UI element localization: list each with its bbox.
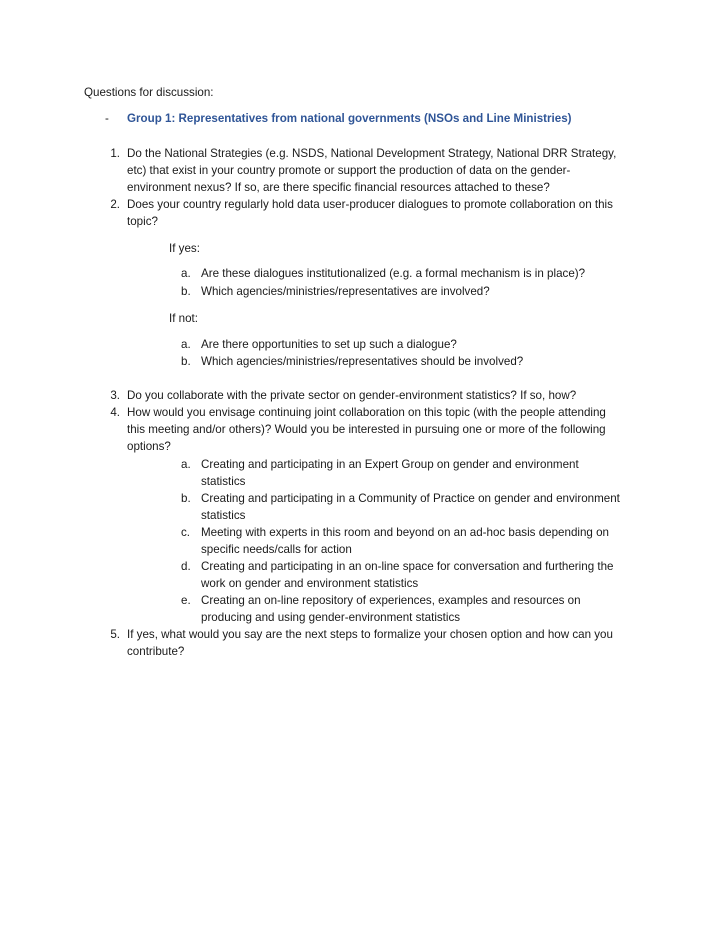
not-item-text: Which agencies/ministries/representatives should be involved? xyxy=(201,355,524,368)
option-label: a. xyxy=(181,458,191,471)
q1-number: 1. xyxy=(110,147,120,160)
yes-item-text: Are these dialogues institutionalized (e.g. a formal mechanism is in place)? xyxy=(201,267,586,280)
q4-number: 4. xyxy=(110,406,120,419)
option-label: e. xyxy=(181,594,191,607)
yes-item-label: a. xyxy=(181,267,191,280)
q1-line: environment nexus? If so, are there specific financial resources attached to these? xyxy=(127,181,550,194)
option-line: Creating and participating in an on-line space for conversation and furthering the xyxy=(201,560,614,573)
q2-line: Does your country regularly hold data user-producer dialogues to promote collaboration on this xyxy=(127,198,613,211)
option-line: Creating and participating in a Community of Practice on gender and environment xyxy=(201,492,620,505)
not-item-label: b. xyxy=(181,355,191,368)
option-line: Meeting with experts in this room and beyond on an ad-hoc basis depending on xyxy=(201,526,609,539)
if-not-label: If not: xyxy=(169,312,199,325)
not-item-text: Are there opportunities to set up such a dialogue? xyxy=(201,338,457,351)
q4-line: this meeting and/or others)? Would you be interested in pursuing one or more of the following xyxy=(127,423,606,436)
q5-line: contribute? xyxy=(127,645,185,658)
q5-number: 5. xyxy=(110,628,120,641)
option-line: statistics xyxy=(201,509,246,522)
group-heading: Group 1: Representatives from national governments (NSOs and Line Ministries) xyxy=(127,112,572,125)
option-line: specific needs/calls for action xyxy=(201,543,352,556)
if-yes-label: If yes: xyxy=(169,242,200,255)
option-line: producing and using gender-environment statistics xyxy=(201,611,461,624)
option-line: work on gender and environment statistics xyxy=(201,577,419,590)
option-line: Creating an on-line repository of experiences, examples and resources on xyxy=(201,594,581,607)
q3-text: Do you collaborate with the private sector on gender-environment statistics? If so, how? xyxy=(127,389,577,402)
q4-line: How would you envisage continuing joint collaboration on this topic (with the people attending xyxy=(127,406,606,419)
yes-item-text: Which agencies/ministries/representatives are involved? xyxy=(201,285,490,298)
q1-line: Do the National Strategies (e.g. NSDS, National Development Strategy, National DRR Strategy, xyxy=(127,147,617,160)
q2-number: 2. xyxy=(110,198,120,211)
q5-line: If yes, what would you say are the next steps to formalize your chosen option and how can you xyxy=(127,628,613,641)
intro-text: Questions for discussion: xyxy=(84,86,214,99)
option-line: Creating and participating in an Expert Group on gender and environment xyxy=(201,458,579,471)
option-line: statistics xyxy=(201,475,246,488)
not-item-label: a. xyxy=(181,338,191,351)
option-label: b. xyxy=(181,492,191,505)
q4-line: options? xyxy=(127,440,171,453)
yes-item-label: b. xyxy=(181,285,191,298)
q2-line: topic? xyxy=(127,215,158,228)
option-label: c. xyxy=(181,526,191,539)
q3-number: 3. xyxy=(110,389,120,402)
option-label: d. xyxy=(181,560,191,573)
group-dash: - xyxy=(105,112,109,125)
q1-line: etc) that exist in your country promote or support the production of data on the gender- xyxy=(127,164,571,177)
